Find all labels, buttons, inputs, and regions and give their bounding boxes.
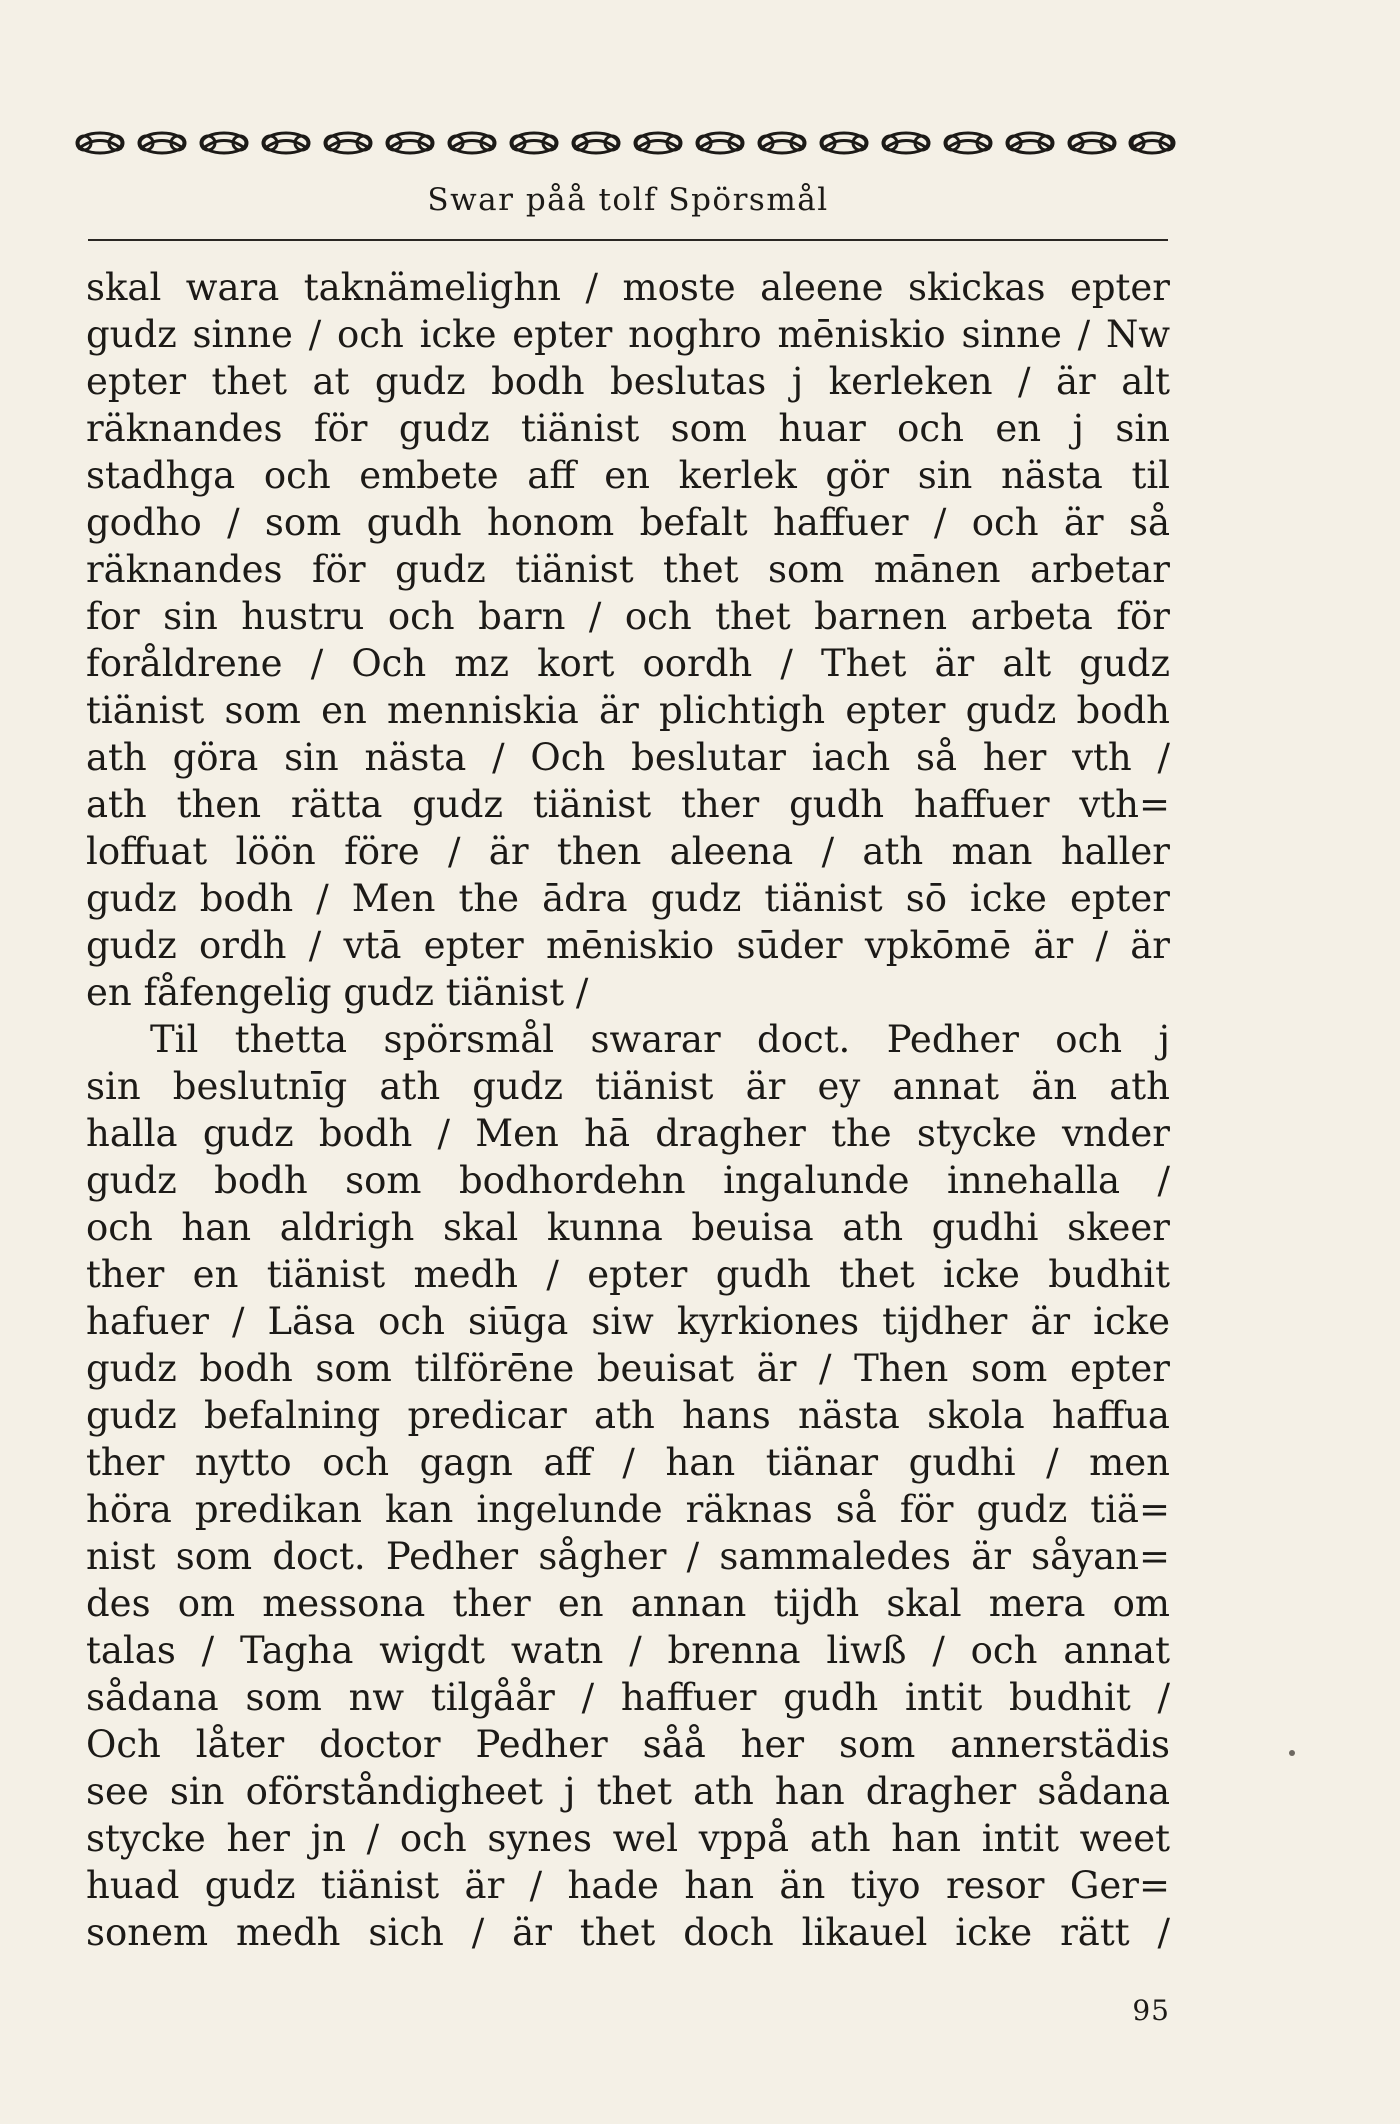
margin-dot — [1289, 1750, 1295, 1756]
text-line: epter thet at gudz bodh beslutas j kerleken / är alt — [86, 360, 1170, 403]
text-line: halla gudz bodh / Men hā dragher the stycke vnder — [86, 1112, 1170, 1155]
page-number: 95 — [1132, 1994, 1170, 2027]
text-line: for sin hustru och barn / och thet barnen arbeta för — [86, 595, 1170, 638]
text-line: gudz befalning predicar ath hans nästa skola haffua — [86, 1394, 1170, 1437]
text-line: stycke her jn / och synes wel vppå ath han intit weet — [86, 1817, 1170, 1860]
text-line: skal wara taknämelighn / moste aleene skickas epter — [86, 266, 1170, 309]
text-line: ath then rätta gudz tiänist ther gudh haffuer vth= — [86, 783, 1170, 826]
text-line: talas / Tagha wigdt watn / brenna liwß / och annat — [86, 1629, 1170, 1672]
text-line: huad gudz tiänist är / hade han än tiyo resor Ger= — [86, 1864, 1170, 1907]
running-head: Swar påå tolf Spörsmål — [427, 182, 829, 218]
text-line: höra predikan kan ingelunde räknas så för gudz tiä= — [86, 1488, 1170, 1531]
header-ornament — [70, 128, 1180, 158]
text-line: räknandes för gudz tiänist thet som mānen arbetar — [86, 548, 1170, 591]
text-line: foråldrene / Och mz kort oordh / Thet är alt gudz — [86, 642, 1170, 685]
text-line: see sin oförståndigheet j thet ath han dragher sådana — [86, 1770, 1170, 1813]
text-line: godho / som gudh honom befalt haffuer / och är så — [86, 501, 1170, 544]
header-rule — [88, 239, 1168, 241]
text-line: gudz bodh som bodhordehn ingalunde innehalla / — [86, 1159, 1170, 1202]
text-line: ath göra sin nästa / Och beslutar iach så her vth / — [86, 736, 1170, 779]
body-text — [86, 264, 1170, 1956]
text-line-paragraph-start: Til thetta spörsmål swarar doct. Pedher och j — [150, 1018, 1170, 1061]
text-line: sin beslutnīg ath gudz tiänist är ey annat än ath — [86, 1065, 1170, 1108]
text-line: des om messona ther en annan tijdh skal mera om — [86, 1582, 1170, 1625]
text-line: gudz bodh som tilförēne beuisat är / Then som epter — [86, 1347, 1170, 1390]
text-line: gudz bodh / Men the ādra gudz tiänist sō icke epter — [86, 877, 1170, 920]
text-line: tiänist som en menniskia är plichtigh epter gudz bodh — [86, 689, 1170, 732]
text-line: sonem medh sich / är thet doch likauel icke rätt / — [86, 1911, 1170, 1954]
text-line: en fåfengelig gudz tiänist / — [86, 971, 589, 1014]
text-line: ther en tiänist medh / epter gudh thet icke budhit — [86, 1253, 1170, 1296]
text-line: Och låter doctor Pedher såå her som annerstädis — [86, 1723, 1170, 1766]
text-line: och han aldrigh skal kunna beuisa ath gudhi skeer — [86, 1206, 1170, 1249]
text-line: stadhga och embete aff en kerlek gör sin nästa til — [86, 454, 1170, 497]
text-line: nist som doct. Pedher sågher / sammaledes är såyan= — [86, 1535, 1170, 1578]
text-line: ther nytto och gagn aff / han tiänar gudhi / men — [86, 1441, 1170, 1484]
text-line: sådana som nw tilgåår / haffuer gudh intit budhit / — [86, 1676, 1170, 1719]
text-line: gudz sinne / och icke epter noghro mēniskio sinne / Nw — [86, 313, 1170, 356]
text-line: räknandes för gudz tiänist som huar och en j sin — [86, 407, 1170, 450]
text-line: hafuer / Läsa och siūga siw kyrkiones tijdher är icke — [86, 1300, 1170, 1343]
text-line: gudz ordh / vtā epter mēniskio sūder vpkōmē är / är — [86, 924, 1170, 967]
text-line: loffuat löön före / är then aleena / ath man haller — [86, 830, 1170, 873]
